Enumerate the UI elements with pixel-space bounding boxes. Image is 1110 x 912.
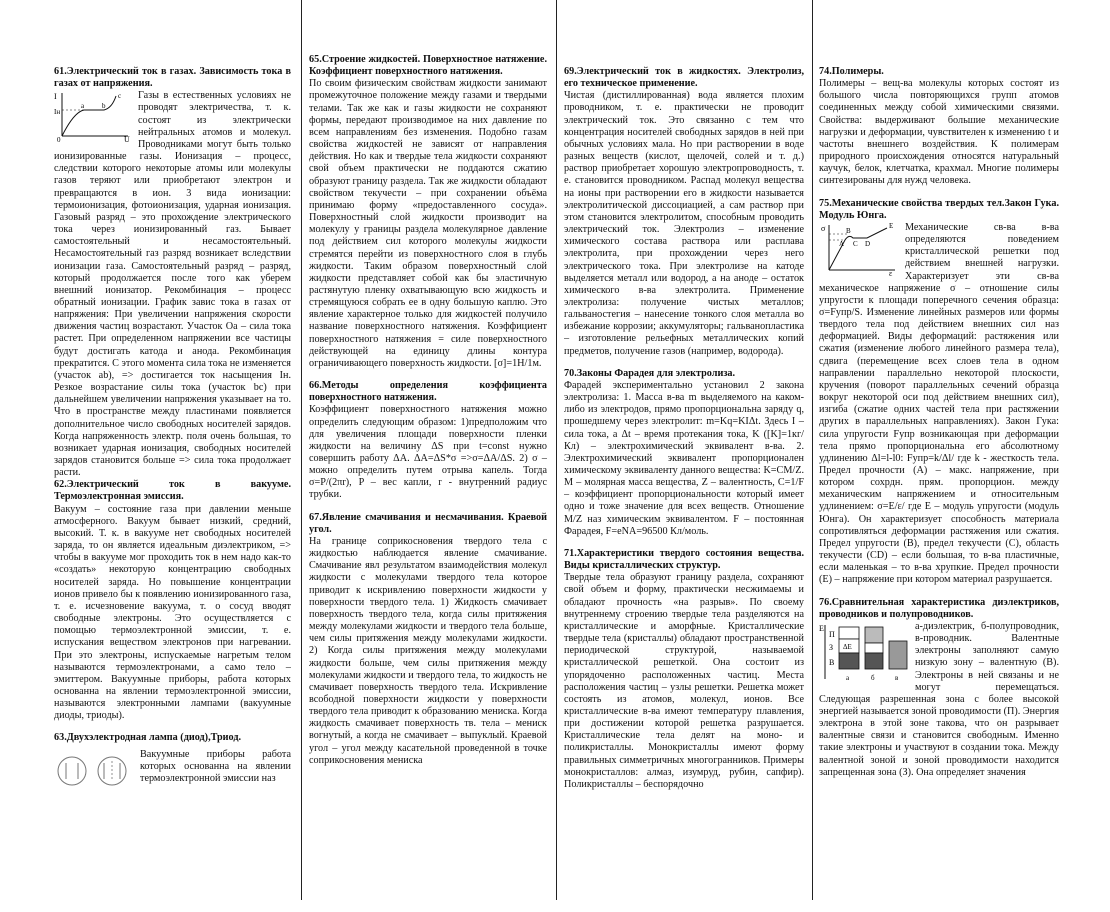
section-65-body: По своим физическим свойствам жидкости занимают промежуточное положение между газами и твердыми телами. Так же как и газы жидкости не сохраняют формы, передают производимое на них давление по всем направлениям без изменения. Подобно газам свойства жидкостей не зависят от направления действия. Но как и твердые тела жидкости сохраняют свой объем практически не поддаются сжатию образуют границу раздела. Так же жидкости обладают свойством текучести – при сохранении объёма принимаю форму «предоставленного сосуда». Поверхностный слой жидкости производит на молекулу у границы раздела молекулярное давление под действием сил которого молекулы жидкости стремятся перейти из поверхностного слоя в глубь жидкости. Таким образом поверхностный слой жидкости представляет собой как бы эластичную растянутую пленку охватывающую всю жидкость и стремящуюся собрать ее в одну большую каплю. Это явление характерное только для жидкостей получило название поверхностного натяжения. Коэффициент поверхностного натяжения = силе поверхностного действующей на единицу длины контура ограничивающего поверхность жидкости. [σ]=1Н/1м. xyxy=(309,78,547,369)
section-66-title: 66.Методы определения коэффициента поверхностного натяжения. xyxy=(309,380,547,404)
section-74-title: 74.Полимеры. xyxy=(819,66,884,77)
point-e: E xyxy=(889,221,894,230)
section-63-body: Вакуумные приборы работа которых основанна на явлении термоэлектронной эмиссии наз xyxy=(140,748,291,784)
section-76-title: 76.Сравнительная характеристика диэлектриков, проводников и полупроводников. xyxy=(819,596,1059,620)
section-61-title: 61.Электрический ток в газах. Зависимость тока в газах от напряжения. xyxy=(54,66,291,90)
point-c: C xyxy=(853,239,858,248)
section-70-body: Фарадей экспериментально установил 2 закона электролиза: 1. Масса в-ва m выделяемого на каком-либо из электродов, прямо пропорциональна заряду q, прошедшему через электролит: m=Kq=KIΔt. Здесь I – сила тока, а Δt – время протекания тока, K ([K]=1кг/Кл) – электрохимический эквивалент в-ва. 2. Электрохимический эквивалент пропорционален химическому эквиваленту данного вещества: K=CM/Z. M – молярная масса вещества, Z – валентность, C=1/F – коэффициент пропорциональности который имеет одно и тоже значение для всех веществ. Отношение M/Z наз химическим эквивалентом. F – постоянная Фарадея, F=eNA=96500 Кл/моль. xyxy=(564,379,804,537)
section-67-title: 67.Явление смачивания и несмачивания. Краевой угол. xyxy=(309,511,547,535)
section-71-body: Твердые тела образуют границу раздела, сохраняют свой объем и форму, практически несжимаемы и обладают прочность «на разрыв». По своему внутреннему строению твердые тела разделяются на кристаллические и аморфные. Кристаллические твердые тела (кристаллы) обладают пространственной периодической структурой, называемой кристаллической решеткой. Она состоит из упорядоченно расположенных частиц. Места расположения частиц – узлы решетки. Решетка может состоять из атомов, молекул, ионов. Все кристаллические в-ва имеют температуру плавления, при достижении которой решетка разрушается. Кристаллические тела делят на моно- и поликристаллы. Монокристаллы имеют форму правильных симметричных многогранников. Примеры монокристаллов: алмаз, изумруд, рубин, сапфир). Поликристаллы – беспорядочно xyxy=(564,572,804,790)
point-d: D xyxy=(865,239,871,248)
column-divider xyxy=(301,0,302,900)
column-3 xyxy=(564,66,804,912)
label-p: П xyxy=(829,629,835,639)
section-62-body: Вакуум – состояние газа при давлении меньше атмосферного. Вакуум бывает низкий, средний, высокий. Т. к. в вакууме нет свободных носителей заряда, то он является идеальным диэлектриком, => чтобы в вакууме мог проходить ток в нем надо как-то «создать» некоторую концентрацию свободных носителей заряда. Но повышение концентрации ионов привело бы к появлению ионизированного газа, т. е. исчезновение вакуума, т. о сосуд вводят свободные электроны. Это осуществляется с помощью термоэлектронной эмиссии, т. е. испускания веществом электронов при нагревании. При это электроны, испускаемые нагретым телом называются термоэлектронами, а само тело – эмиттером. Вакуумные приборы, работа которых основанна на явлении термоэлектронной эмиссии, называются электронными лампами (вакуумные диоды, триоды). xyxy=(54,503,291,722)
vacuum-tube-diagram xyxy=(54,749,134,789)
section-70-title: 70.Законы Фарадея для электролиза. xyxy=(564,367,736,379)
section-75-title: 75.Механические свойства твердых тел.Закон Гука. Модуль Юнга. xyxy=(819,197,1059,221)
section-67-body: На границе соприкосновения твердого тела с жидкостью наблюдается явление смачивание. Смачивание явл результатом взаимодействия молекул жидкости с молекулами твердого тела которое приводит к искривлению поверхности жидкости у поверхности твердого тела. 1) Жидкость смачивает поверхность твердого тела, когда силы притяжения между молекулами жидкости и твердого тела больше, чем силы притяжения между молекулами жидкости. 2) Когда силы притяжения между молекулами жидкости больше, чем силы притяжения между молекулами жидкости и твердого тела, то жидкость не смачивает поверхность твердого тела. Искривление всободной поверхности жидкости у поверхности твердого тела приводит к образованию мениска. Когда жидкость смачивает поверхность тв. тела – мениск вогнутый, а когда не смачивает – выпуклый. Краевой угол – угол между касательной проведенной в точке соприкосновения мениска xyxy=(309,535,547,766)
point-a: A xyxy=(839,239,845,248)
axis-label-i: I xyxy=(54,92,57,102)
section-76-body: а-диэлектрик, б-полупроводник, в-проводник. Валентные электроны заполняют самую низкую зону – валентную (В). Электроны в ней связаны и не могут перемещаться. Следующая разрешенная зона с более высокой энергией называется зоной проводимости (П). Энергия электрона в этой зоне такова, что он разрывает валентные связи и становится свободным. Именно такие электроны и участвуют в создании тока. Между валентной зоной и зоной проводимости находится запрещенная зона (З). Она определяет значения xyxy=(819,620,1059,778)
label-iн: Iн xyxy=(54,108,61,117)
column-1 xyxy=(54,66,291,912)
axis-label-u: U xyxy=(124,135,130,143)
section-66-body: Коэффициент поверхностного натяжения можно определить следующим образом: 1)предположим что для увеличения площади поверхности пленки жидкости на величину ΔS при t=const нужно совершить работу ΔA. ΔA=ΔS*σ =>σ=ΔA/ΔS. 2) σ – можно определить путем отрыва капель. Тогда σ=P/(2πr), P – вес капли, r - внутренний радиус трубки. xyxy=(309,404,547,501)
current-voltage-graph xyxy=(54,90,132,142)
label-z: З xyxy=(829,642,834,652)
label-a: a xyxy=(846,673,850,682)
point-o: 0 xyxy=(57,136,61,143)
column-divider xyxy=(556,0,557,900)
label-b: б xyxy=(871,673,875,682)
section-62-title: 62.Электрический ток в вакууме. Термоэлектронная эмиссия. xyxy=(54,479,291,503)
column-divider xyxy=(812,0,813,900)
label-e: E xyxy=(819,623,824,633)
column-2 xyxy=(309,54,547,900)
section-74-body: Полимеры – вещ-ва молекулы которых состоят из большого числа повторяющихся групп атомов соединенных между собой химическими связями. Свойства: выдерживают большие механические нагрузки и деформации, чувствителен к изменению t и частоты внешнего воздействия. К полимерам природного происхождения относятся натуральный каучук, белок, клетчатка, крахмал. Многие полимеры синтезированы для нужд человека. xyxy=(819,78,1059,187)
section-69-title: 69.Электрический ток в жидкостях. Электролиз, его техническое применение. xyxy=(564,66,804,90)
section-63-title: 63.Двухэлектродная лампа (диод),Триод. xyxy=(54,732,242,744)
label-delta-e: ΔE xyxy=(843,642,852,651)
column-4 xyxy=(819,66,1059,912)
axis-sigma: σ xyxy=(821,223,826,233)
point-b: b xyxy=(102,102,106,111)
point-b: B xyxy=(846,226,851,235)
section-69-body: Чистая (дистиллированная) вода является плохим проводником, т. е. практически не проводит электрический ток. Это связанно с тем что концентрация носителей свободных зарядов в ней при обычных условиях мала. Но при растворении в воде разных веществ (кислот, щелочей, солей и т. д.) раствор приобретает хорошую электропроводность, т. е. становится проводником. Распад молекул вещества на ионы при растворении его в жидкости называется электролитической диссоциацией, а сам раствор при этом становится электролитом, способным проводить электрический ток. Электролиз – изменение химического состава раствора или расплава электролита, при прохождении через него электрического тока. При электролизе на катоде выделяется металл или водород, а на аноде – остаток химического в-ва электролита. Применение электролиза: получение чистых металлов; гальваностегия – нанесение тонкого слоя металла во избежание коррозии; аккумуляторы; гальванопластика – изготовление рельефных металлических копий предметов, получение газов (например, водорода). xyxy=(564,90,804,357)
point-c: c xyxy=(118,92,122,101)
section-61-body: Газы в естественных условиях не проводят электричества, т. к. состоят из электрически нейтральных атомов и молекул. Проводниками могут быть только ионизированные газы. Ионизация – процесс, следствии которого некоторые атомы или молекулы газов теряют или приобретают электрон и превращаются в ион. 3 вида ионизации: термоионизация, фотоионизация, ударная ионизация. Газовый разряд – это прохождение электрического тока через ионизированный газ. Бывает самостоятельный и несамостоятельный. Несамостоятельный газ разряд возникает вследствии ионизации газа. Самостоятельный разряд – разряд, который продолжается после того как уберем внешний ионизатор. Рекомбинация – процесс обратный ионизации. График завис тока в газах от напряжения: При увеличении напряжения скорости движения частиц возрастают. Участок Оа – сила тока растет. При определенном напряжении все частицы будут достигать катода и анода. Рекомбинация прекратится. С этого момента сила тока не изменяется (участок ab), => достигается ток насыщения Iн. Резкое возрастание силы тока (участок bc) при дальнейшем увеличении напряжения указывает на то. Что в пространстве между пластинами появляется дополнительное число свободных носителей зарядов. Когда напряженность электр. поля очень большая, то возникает ударная ионизация, свободных носителей зарядов становится больше => сила тока продолжает расти. xyxy=(54,90,291,479)
stress-strain-graph xyxy=(819,222,899,276)
point-a: a xyxy=(81,102,85,111)
label-c: в xyxy=(895,673,899,682)
axis-epsilon: ε xyxy=(889,268,893,276)
section-71-title: 71.Характеристики твердого состояния вещества. Виды кристаллических структур. xyxy=(564,547,804,572)
section-75-body: Механические св-ва в-ва определяются поведением кристаллической решетки под действием внешней нагрузки. Характеризует эти св-ва механическое напряжение σ – отношение силы упругости к площади поперечного сечения образца: σ=Fупр/S. Изменение линейных размеров или формы твердого тела под действием внешних сил наз деформацией. Виды деформаций: растяжения или сжатия (изменение любого линейного размера тела), сдвига (перемещение всех слоев тела в одном направлении параллельно некоторой плоскости, кручения (поворот параллельных сечений образца вокруг некоторой оси под действием внешних сил), изгиба (сжатие одних частей тела при растяжении других в параллельных направлениях). Закон Гука: сила упругости Fупр возникающая при деформации тела прямо пропорциональна его абсолютному удлинению Δl=l-l0: Fупр=k/Δl/ где k - жесткость тела. Предел прочности (А) – макс. напряжение, при котором сохрдн. прям. пропорцион. между механическим напряжением и относительным удлинением: σ=E/ε/ где E – модуль упругости (модуль Юнга). Он характеризует способность материала сопротивляться деформации растяжения или сжатия. Предел упругости (В), предел текучести (С), область текучести (CD) – если большая, то в-ва пластичные, если маленькая – то в-ва хрупкие. Предел прочности (E) – напряжение при котором материал разрушается. xyxy=(819,221,1059,586)
label-v: В xyxy=(829,657,835,667)
section-65-title: 65.Строение жидкостей. Поверхностное натяжение. Коэффициент поверхностного натяжения. xyxy=(309,54,547,78)
energy-bands-diagram xyxy=(819,623,909,689)
